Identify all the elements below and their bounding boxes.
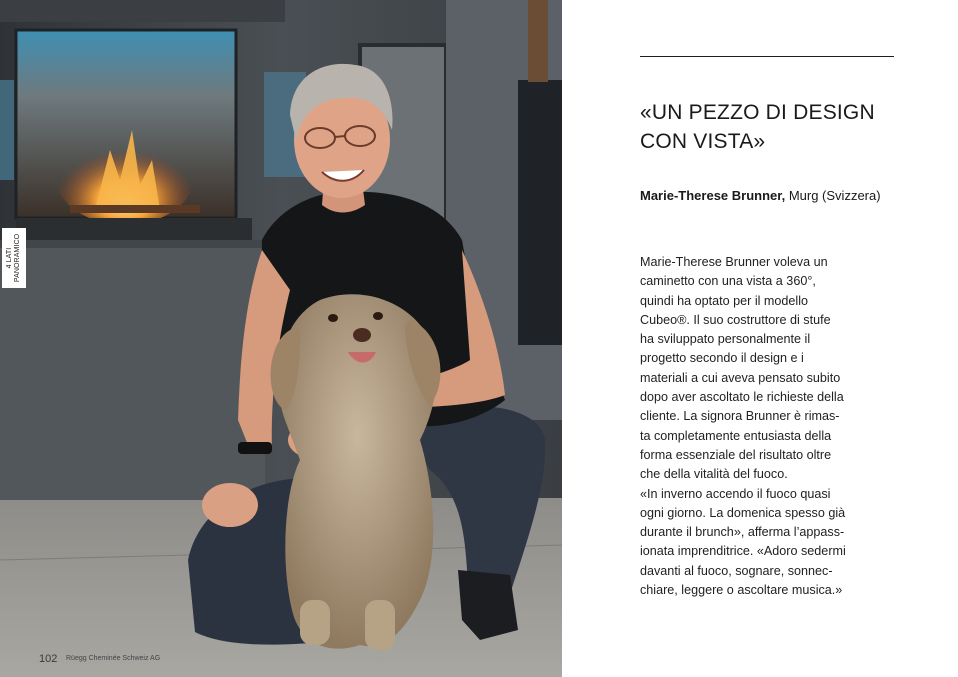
body-line: «In inverno accendo il fuoco quasi <box>640 486 831 501</box>
body-line: cliente. La signora Brunner è rimas- <box>640 409 840 424</box>
category-side-tab <box>2 228 26 288</box>
body-line: dopo aver ascoltato le richieste della <box>640 390 844 405</box>
body-line: durante il brunch», afferma l’appass- <box>640 525 845 540</box>
body-line: che della vitalità del fuoco. <box>640 467 788 482</box>
body-line: chiare, leggere o ascoltare musica.» <box>640 583 843 598</box>
tab-label-line-2: PANORAMICO <box>14 233 21 283</box>
body-line: quindi ha optato per il modello <box>640 293 809 308</box>
body-line: Cubeo®. Il suo costruttore di stufe <box>640 312 831 327</box>
body-line: caminetto con una vista a 360°, <box>640 274 816 289</box>
headline-line-1: «UN PEZZO DI DESIGN <box>640 101 875 124</box>
tab-label-line-1: 4 LATI <box>6 247 13 269</box>
page-number: 102 <box>39 653 58 665</box>
top-divider-rule <box>640 56 894 57</box>
body-line: davanti al fuoco, sognare, sonnec- <box>640 563 833 578</box>
category-tab-label <box>6 234 22 282</box>
byline-name: Marie-Therese Brunner, <box>640 188 786 203</box>
body-line: ogni giorno. La domenica spesso già <box>640 505 846 520</box>
body-line: Marie-Therese Brunner voleva un <box>640 255 828 269</box>
article-byline <box>640 188 881 203</box>
headline-line-2: CON VISTA» <box>640 130 766 153</box>
body-line: forma essenziale del risultato oltre <box>640 447 832 462</box>
body-line: ionata imprenditrice. «Adoro sedermi <box>640 544 846 559</box>
body-line: progetto secondo il design e i <box>640 351 804 366</box>
body-line: ha sviluppato personalmente il <box>640 332 811 347</box>
body-line: ta completamente entusiasta della <box>640 428 832 443</box>
article-body <box>640 253 900 600</box>
body-line: materiali a cui aveva pensato subito <box>640 370 841 385</box>
byline-place: Murg (Svizzera) <box>785 188 881 203</box>
article-headline <box>640 98 920 156</box>
photo-credit: Rüegg Cheminée Schweiz AG <box>66 655 161 662</box>
